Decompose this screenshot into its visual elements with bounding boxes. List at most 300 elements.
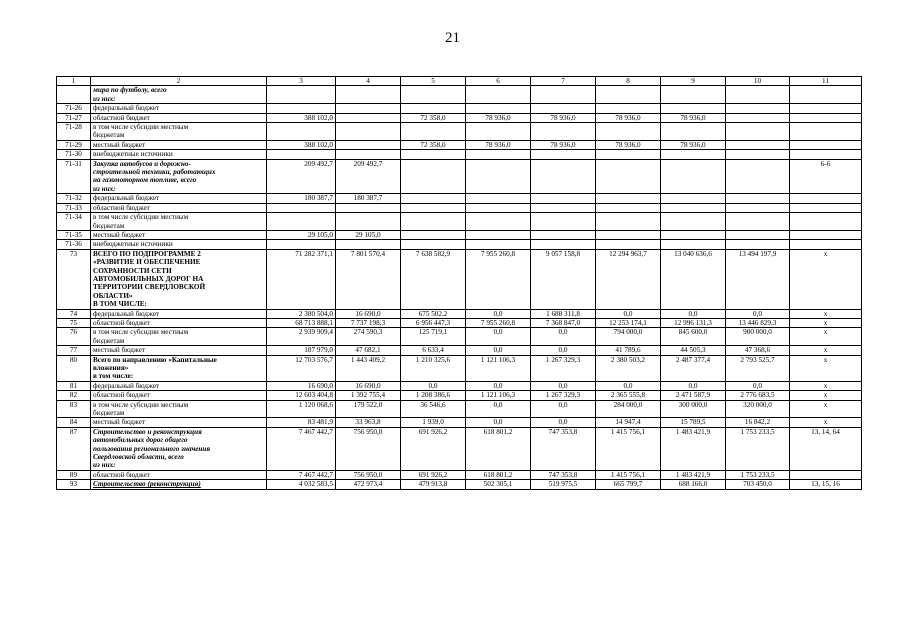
row-description-line: местный бюджет [93, 230, 146, 239]
amount-cell: 72 358,0 [401, 140, 466, 149]
amount-cell: 180 387,7 [336, 194, 401, 203]
row-description-line: местный бюджет [93, 418, 146, 427]
row-description [91, 346, 267, 355]
amount-cell [596, 104, 661, 113]
amount-cell [596, 86, 661, 104]
amount-cell: 1 483 421,9 [661, 427, 726, 470]
row-description-line: федеральный бюджет [93, 309, 160, 318]
amount-cell [661, 213, 726, 231]
row-description [91, 328, 267, 346]
amount-cell: 675 502,2 [401, 309, 466, 318]
amount-cell: 1 120 068,6 [267, 400, 336, 418]
amount-cell: 7 467 442,7 [267, 427, 336, 470]
row-description [91, 150, 267, 159]
row-description-line: областной бюджет [93, 318, 150, 327]
table-row [57, 427, 862, 470]
amount-cell [401, 194, 466, 203]
amount-cell: 0,0 [661, 381, 726, 390]
amount-cell: 1 483 421,9 [661, 470, 726, 479]
amount-cell [661, 194, 726, 203]
row-description-line: Всего по направлению «Капитальные [93, 355, 217, 364]
page-number: 21 [445, 30, 460, 46]
amount-cell: 2 471 587,9 [661, 391, 726, 400]
amount-cell: 47 368,6 [726, 346, 790, 355]
reference-cell: 6-6 [790, 159, 862, 194]
row-description-line: областной бюджет [93, 391, 150, 400]
amount-cell: 1 415 756,1 [596, 470, 661, 479]
row-description-line: Свердловской области, всего [93, 453, 184, 462]
row-number: 71-28 [57, 123, 91, 141]
row-number: 82 [57, 391, 91, 400]
amount-cell: 7 368 847,0 [531, 318, 596, 327]
amount-cell [401, 240, 466, 249]
amount-cell: 7 801 570,4 [336, 249, 401, 309]
amount-cell: 274 590,3 [336, 328, 401, 346]
amount-cell: 0,0 [466, 346, 531, 355]
amount-cell: 12 294 963,7 [596, 249, 661, 309]
amount-cell [401, 203, 466, 212]
row-description [91, 104, 267, 113]
row-description-line: в том числе субсидии местным [93, 400, 189, 409]
table-row [57, 418, 862, 427]
amount-cell [661, 86, 726, 104]
amount-cell: 15 789,5 [661, 418, 726, 427]
reference-cell [790, 240, 862, 249]
row-description-line: областной бюджет [93, 203, 150, 212]
amount-cell: 2 487 377,4 [661, 355, 726, 381]
amount-cell: 71 282 371,1 [267, 249, 336, 309]
table-row [57, 86, 862, 104]
amount-cell [726, 113, 790, 122]
row-description [91, 240, 267, 249]
table-row [57, 381, 862, 390]
amount-cell [726, 240, 790, 249]
reference-cell [790, 230, 862, 239]
amount-cell [596, 159, 661, 194]
amount-cell: 7 737 198,3 [336, 318, 401, 327]
column-header: 11 [790, 77, 862, 86]
amount-cell [596, 194, 661, 203]
amount-cell: 6 633,4 [401, 346, 466, 355]
row-description-line: бюджетам [93, 409, 125, 418]
column-header: 8 [596, 77, 661, 86]
row-description-line: в том числе субсидии местным [93, 328, 189, 337]
reference-cell: x [790, 400, 862, 418]
reference-cell [790, 470, 862, 479]
amount-cell: 78 936,0 [596, 140, 661, 149]
amount-cell: 12 996 131,3 [661, 318, 726, 327]
amount-cell: 665 799,7 [596, 480, 661, 489]
amount-cell: 125 719,1 [401, 328, 466, 346]
amount-cell [661, 104, 726, 113]
amount-cell: 78 936,0 [466, 113, 531, 122]
row-description [91, 86, 267, 104]
row-description-line: внебюджетные источники [93, 150, 173, 159]
amount-cell: 618 801,2 [466, 427, 531, 470]
amount-cell: 14 947,4 [596, 418, 661, 427]
reference-cell: x [790, 381, 862, 390]
amount-cell [661, 240, 726, 249]
amount-cell [267, 86, 336, 104]
amount-cell [336, 150, 401, 159]
reference-cell [790, 113, 862, 122]
row-description [91, 230, 267, 239]
row-description-line: ТЕРРИТОРИИ СВЕРДЛОВСКОЙ [93, 283, 206, 292]
row-description-line: в том числе субсидии местным [93, 123, 189, 132]
amount-cell [726, 86, 790, 104]
amount-cell: 12 703 576,7 [267, 355, 336, 381]
row-description [91, 470, 267, 479]
amount-cell [726, 104, 790, 113]
amount-cell: 502 305,1 [466, 480, 531, 489]
amount-cell: 2 380 504,0 [267, 309, 336, 318]
amount-cell: 7 955 260,8 [466, 318, 531, 327]
table-row [57, 470, 862, 479]
row-description [91, 140, 267, 149]
amount-cell: 1 688 311,8 [531, 309, 596, 318]
amount-cell [267, 213, 336, 231]
row-description [91, 159, 267, 194]
table-row [57, 213, 862, 231]
amount-cell: 44 505,3 [661, 346, 726, 355]
amount-cell: 703 450,0 [726, 480, 790, 489]
reference-cell: 13, 14, 64 [790, 427, 862, 470]
row-number [57, 86, 91, 104]
amount-cell [726, 123, 790, 141]
amount-cell: 0,0 [466, 309, 531, 318]
row-description [91, 194, 267, 203]
amount-cell: 0,0 [466, 400, 531, 418]
amount-cell: 388 102,0 [267, 113, 336, 122]
reference-cell: 13, 15, 16 [790, 480, 862, 489]
amount-cell [466, 104, 531, 113]
amount-cell: 13 494 197,9 [726, 249, 790, 309]
amount-cell: 9 057 158,8 [531, 249, 596, 309]
amount-cell [466, 86, 531, 104]
table-row [57, 150, 862, 159]
reference-cell [790, 213, 862, 231]
row-description-line: «РАЗВИТИЕ И ОБЕСПЕЧЕНИЕ [93, 258, 201, 267]
amount-cell: 320 000,0 [726, 400, 790, 418]
amount-cell [401, 104, 466, 113]
amount-cell: 756 950,0 [336, 470, 401, 479]
amount-cell: 78 936,0 [466, 140, 531, 149]
row-number: 87 [57, 427, 91, 470]
amount-cell: 1 208 386,6 [401, 391, 466, 400]
reference-cell: x [790, 418, 862, 427]
amount-cell: 41 789,6 [596, 346, 661, 355]
amount-cell: 1 939,0 [401, 418, 466, 427]
amount-cell [336, 123, 401, 141]
column-number-row [57, 77, 862, 86]
row-description-line: федеральный бюджет [93, 194, 160, 203]
table-row [57, 159, 862, 194]
row-number: 71-31 [57, 159, 91, 194]
amount-cell [466, 123, 531, 141]
row-description-line: СОХРАННОСТИ СЕТИ [93, 266, 172, 275]
row-number: 76 [57, 328, 91, 346]
amount-cell [267, 240, 336, 249]
amount-cell: 1 121 106,3 [466, 355, 531, 381]
reference-cell: x [790, 391, 862, 400]
row-description [91, 400, 267, 418]
amount-cell [401, 86, 466, 104]
amount-cell [531, 86, 596, 104]
amount-cell: 300 000,0 [661, 400, 726, 418]
row-description [91, 249, 267, 309]
amount-cell [401, 213, 466, 231]
amount-cell: 16 842,2 [726, 418, 790, 427]
amount-cell: 1 121 106,3 [466, 391, 531, 400]
amount-cell [726, 203, 790, 212]
amount-cell [466, 203, 531, 212]
amount-cell: 12 603 404,8 [267, 391, 336, 400]
amount-cell [726, 159, 790, 194]
amount-cell [267, 203, 336, 212]
row-description-line: областной бюджет [93, 470, 150, 479]
amount-cell [661, 150, 726, 159]
amount-cell [531, 159, 596, 194]
amount-cell [661, 203, 726, 212]
column-header: 9 [661, 77, 726, 86]
amount-cell: 29 105,0 [336, 230, 401, 239]
amount-cell [726, 150, 790, 159]
amount-cell: 618 801,2 [466, 470, 531, 479]
amount-cell: 12 253 174,1 [596, 318, 661, 327]
amount-cell: 0,0 [531, 418, 596, 427]
amount-cell [596, 203, 661, 212]
table-body [57, 77, 862, 490]
row-number: 89 [57, 470, 91, 479]
amount-cell [401, 150, 466, 159]
row-description [91, 418, 267, 427]
row-description-line: внебюджетные источники [93, 240, 173, 249]
row-description [91, 391, 267, 400]
row-number: 73 [57, 249, 91, 309]
column-header: 7 [531, 77, 596, 86]
amount-cell [267, 123, 336, 141]
reference-cell: x [790, 318, 862, 327]
amount-cell: 0,0 [531, 381, 596, 390]
row-description-line: из них: [93, 94, 116, 103]
table-row [57, 480, 862, 489]
reference-cell [790, 86, 862, 104]
table-row [57, 230, 862, 239]
column-header: 1 [57, 77, 91, 86]
row-number: 71-36 [57, 240, 91, 249]
amount-cell: 187 979,0 [267, 346, 336, 355]
amount-cell [531, 150, 596, 159]
amount-cell: 47 682,1 [336, 346, 401, 355]
amount-cell [596, 240, 661, 249]
amount-cell: 1 753 233,5 [726, 427, 790, 470]
reference-cell: x [790, 309, 862, 318]
amount-cell: 756 950,0 [336, 427, 401, 470]
table-row [57, 140, 862, 149]
amount-cell: 2 776 683,5 [726, 391, 790, 400]
amount-cell [336, 240, 401, 249]
amount-cell [726, 230, 790, 239]
amount-cell [466, 150, 531, 159]
amount-cell: 0,0 [726, 381, 790, 390]
reference-cell: x [790, 346, 862, 355]
amount-cell [726, 140, 790, 149]
amount-cell [596, 213, 661, 231]
row-description [91, 213, 267, 231]
amount-cell: 845 600,0 [661, 328, 726, 346]
amount-cell: 83 481,9 [267, 418, 336, 427]
table-row [57, 123, 862, 141]
amount-cell: 16 690,0 [336, 309, 401, 318]
amount-cell: 7 955 260,8 [466, 249, 531, 309]
row-description [91, 123, 267, 141]
column-header: 5 [401, 77, 466, 86]
amount-cell: 2 939 909,4 [267, 328, 336, 346]
amount-cell: 1 443 409,2 [336, 355, 401, 381]
row-number: 84 [57, 418, 91, 427]
amount-cell: 0,0 [596, 381, 661, 390]
amount-cell: 68 713 888,1 [267, 318, 336, 327]
amount-cell [531, 203, 596, 212]
amount-cell: 7 638 582,9 [401, 249, 466, 309]
amount-cell: 6 956 447,3 [401, 318, 466, 327]
amount-cell [336, 113, 401, 122]
row-description-line: федеральный бюджет [93, 104, 160, 113]
amount-cell: 180 387,7 [267, 194, 336, 203]
amount-cell: 0,0 [531, 328, 596, 346]
column-header: 6 [466, 77, 531, 86]
amount-cell: 0,0 [466, 418, 531, 427]
row-number: 74 [57, 309, 91, 318]
amount-cell [531, 213, 596, 231]
amount-cell: 691 926,2 [401, 427, 466, 470]
amount-cell [661, 159, 726, 194]
row-number: 71-35 [57, 230, 91, 239]
column-header: 3 [267, 77, 336, 86]
amount-cell: 7 467 442,7 [267, 470, 336, 479]
amount-cell: 747 353,8 [531, 427, 596, 470]
amount-cell: 2 365 555,8 [596, 391, 661, 400]
amount-cell [596, 123, 661, 141]
row-number: 71-30 [57, 150, 91, 159]
row-description-line: Строительство и реконструкция [93, 427, 202, 436]
row-description-line: вложения» [93, 364, 129, 372]
row-description [91, 203, 267, 212]
row-description [91, 427, 267, 470]
row-description [91, 113, 267, 122]
amount-cell: 0,0 [401, 381, 466, 390]
amount-cell: 479 913,8 [401, 480, 466, 489]
amount-cell: 78 936,0 [661, 140, 726, 149]
amount-cell: 13 040 636,6 [661, 249, 726, 309]
table-row [57, 113, 862, 122]
amount-cell: 179 522,0 [336, 400, 401, 418]
amount-cell [336, 86, 401, 104]
amount-cell: 2 793 525,7 [726, 355, 790, 381]
amount-cell [531, 230, 596, 239]
row-number: 71-33 [57, 203, 91, 212]
row-number: 93 [57, 480, 91, 489]
table-row [57, 309, 862, 318]
amount-cell [466, 159, 531, 194]
amount-cell [401, 159, 466, 194]
row-description-line: бюджетам [93, 131, 125, 140]
reference-cell: x [790, 249, 862, 309]
row-description [91, 480, 267, 489]
row-number: 71-26 [57, 104, 91, 113]
column-header: 4 [336, 77, 401, 86]
amount-cell: 0,0 [726, 309, 790, 318]
reference-cell [790, 194, 862, 203]
amount-cell: 1 415 756,1 [596, 427, 661, 470]
amount-cell: 0,0 [466, 328, 531, 346]
table-row [57, 318, 862, 327]
row-number: 71-27 [57, 113, 91, 122]
table-row [57, 355, 862, 381]
row-number: 83 [57, 400, 91, 418]
amount-cell: 78 936,0 [661, 113, 726, 122]
amount-cell: 747 353,8 [531, 470, 596, 479]
amount-cell: 1 267 329,3 [531, 355, 596, 381]
amount-cell: 2 380 503,2 [596, 355, 661, 381]
amount-cell [661, 230, 726, 239]
amount-cell: 78 936,0 [596, 113, 661, 122]
amount-cell [267, 150, 336, 159]
table-row [57, 203, 862, 212]
row-description [91, 309, 267, 318]
row-description-line: Закупка автобусов и дорожно- [93, 159, 191, 168]
row-description-line: бюджетам [93, 221, 125, 230]
amount-cell: 0,0 [531, 346, 596, 355]
amount-cell: 13 446 829,3 [726, 318, 790, 327]
amount-cell [596, 150, 661, 159]
amount-cell: 29 105,0 [267, 230, 336, 239]
reference-cell [790, 150, 862, 159]
row-description-line: из них: [93, 184, 116, 193]
reference-cell [790, 140, 862, 149]
amount-cell: 33 963,8 [336, 418, 401, 427]
row-description-line: ВСЕГО ПО ПОДПРОГРАММЕ 2 [93, 249, 201, 258]
amount-cell [596, 230, 661, 239]
amount-cell: 0,0 [466, 381, 531, 390]
amount-cell: 1 210 325,6 [401, 355, 466, 381]
table-row [57, 400, 862, 418]
row-description-line: областной бюджет [93, 113, 150, 122]
table-row [57, 249, 862, 309]
table-row [57, 346, 862, 355]
table-row [57, 391, 862, 400]
amount-cell: 78 936,0 [531, 140, 596, 149]
amount-cell [267, 104, 336, 113]
row-description-line: мира по футболу, всего [93, 86, 167, 95]
row-number: 77 [57, 346, 91, 355]
amount-cell [726, 213, 790, 231]
amount-cell [336, 140, 401, 149]
amount-cell [531, 104, 596, 113]
amount-cell: 36 546,6 [401, 400, 466, 418]
amount-cell [661, 123, 726, 141]
row-description-line: федеральный бюджет [93, 381, 160, 390]
amount-cell: 691 926,2 [401, 470, 466, 479]
amount-cell [466, 194, 531, 203]
row-description-line: строительной техники, работающих [93, 168, 216, 177]
amount-cell: 4 032 583,5 [267, 480, 336, 489]
row-description-line: АВТОМОБИЛЬНЫХ ДОРОГ НА [93, 274, 204, 283]
amount-cell: 72 358,0 [401, 113, 466, 122]
amount-cell: 1 753 233,5 [726, 470, 790, 479]
row-description-line: пользования регионального значения [93, 444, 211, 453]
amount-cell [531, 123, 596, 141]
